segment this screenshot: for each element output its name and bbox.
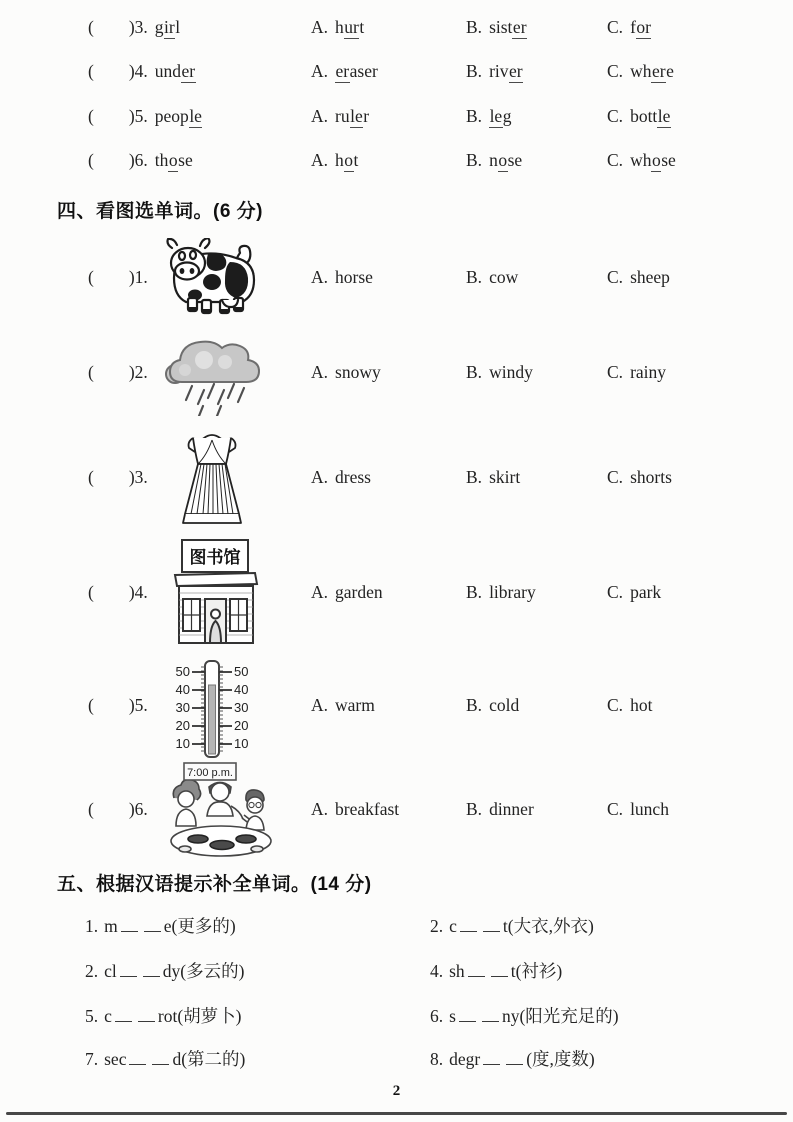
option-b: B. windy: [466, 362, 533, 382]
option-word: bottle: [630, 106, 671, 126]
answer-blank: [138, 1008, 155, 1022]
chinese-hint: (多云的): [180, 961, 245, 981]
option-b: B. cow: [466, 267, 519, 287]
question-row: [0, 148, 793, 172]
question-word: people: [154, 106, 202, 126]
answer-blank: [483, 918, 500, 932]
option-a: A. garden: [311, 582, 383, 602]
answer-blank: [152, 1051, 169, 1065]
picture-question-row: [0, 767, 793, 821]
option-b: B. river: [466, 61, 523, 81]
fill-in-item: 7. sec d(第二的): [85, 1049, 246, 1069]
svg-text:50: 50: [234, 664, 249, 679]
question: [88, 15, 180, 39]
option-word: whose: [630, 150, 676, 170]
option-c: C. lunch: [607, 799, 669, 819]
answer-blank: [506, 1051, 523, 1065]
rainy-weather-image: [158, 332, 276, 422]
option-a: A. breakfast: [311, 799, 400, 819]
chinese-hint: (度,度数): [526, 1049, 595, 1069]
svg-text:7:00 p.m.: 7:00 p.m.: [187, 767, 233, 779]
chinese-hint: (更多的): [171, 916, 236, 936]
question: [88, 797, 148, 821]
option-b: B. leg: [466, 106, 512, 126]
answer-blank: [482, 1008, 499, 1022]
section5-title: 五、根据汉语提示补全单词。(14 分): [57, 874, 372, 895]
question-number: )4.: [128, 61, 148, 81]
option-word: eraser: [335, 61, 378, 81]
chinese-hint: (第二的): [181, 1049, 246, 1069]
library-image: [167, 537, 262, 653]
answer-bracket-open: (: [88, 150, 94, 170]
option-word: hurt: [335, 17, 365, 37]
fill-in-item: 6. s ny(阳光充足的): [430, 1006, 619, 1026]
answer-bracket-open: (: [88, 61, 94, 81]
answer-blank: [115, 1008, 132, 1022]
question-number: )3.: [128, 17, 148, 37]
svg-text:40: 40: [175, 682, 190, 697]
option-word: leg: [489, 106, 512, 126]
question-word: under: [154, 61, 196, 81]
answer-blank: [459, 1008, 476, 1022]
chinese-hint: (阳光充足的): [519, 1006, 619, 1026]
item-number: 7.: [85, 1049, 99, 1069]
option-c: C. rainy: [607, 362, 667, 382]
answer-bracket-open: (: [88, 799, 94, 819]
answer-bracket-open: (: [88, 106, 94, 126]
option-a: A. hot: [311, 150, 359, 170]
fill-in-item: 2. c t(大衣,外衣): [430, 916, 594, 936]
picture-question-row: [0, 548, 793, 604]
option-word: for: [630, 17, 651, 37]
thermometer-image: [162, 658, 262, 766]
svg-text:50: 50: [175, 664, 190, 679]
answer-blank: [460, 918, 477, 932]
option-a: A. hurt: [311, 17, 365, 37]
family-dinner-image: [158, 762, 288, 866]
picture-question-row: [0, 360, 793, 384]
question: [88, 580, 148, 604]
option-word: sister: [489, 17, 527, 37]
option-b: B. library: [466, 582, 536, 602]
svg-text:30: 30: [175, 700, 190, 715]
option-a: A. ruler: [311, 106, 370, 126]
svg-text:10: 10: [175, 736, 190, 751]
option-a: A. warm: [311, 695, 375, 715]
option-b: B. nose: [466, 150, 523, 170]
page-number: 2: [392, 1083, 401, 1099]
answer-blank: [120, 963, 137, 977]
question: [88, 360, 148, 384]
dress-image: [172, 428, 252, 534]
option-word: hot: [335, 150, 359, 170]
question-number: )1.: [128, 267, 148, 287]
option-c: C. park: [607, 582, 662, 602]
chinese-hint: (衬衫): [515, 961, 563, 981]
option-c: C. where: [607, 61, 674, 81]
option-word: ruler: [335, 106, 370, 126]
option-c: C. shorts: [607, 467, 672, 487]
item-number: 8.: [430, 1049, 444, 1069]
option-c: C. for: [607, 17, 651, 37]
item-number: 1.: [85, 916, 99, 936]
answer-blank: [121, 918, 138, 932]
question-number: )6.: [128, 799, 148, 819]
option-b: B. sister: [466, 17, 527, 37]
chinese-hint: (胡萝卜): [177, 1006, 242, 1026]
answer-bracket-open: (: [88, 17, 94, 37]
question-word: girl: [154, 17, 181, 37]
option-b: B. skirt: [466, 467, 521, 487]
question-row: [0, 15, 793, 39]
svg-text:20: 20: [175, 718, 190, 733]
answer-blank: [491, 963, 508, 977]
question-row: [0, 104, 793, 128]
question-number: )5.: [128, 695, 148, 715]
question-number: )5.: [128, 106, 148, 126]
option-word: nose: [489, 150, 523, 170]
option-b: B. dinner: [466, 799, 534, 819]
option-c: C. hot: [607, 695, 653, 715]
answer-blank: [143, 963, 160, 977]
answer-bracket-open: (: [88, 582, 94, 602]
option-a: A. dress: [311, 467, 371, 487]
fill-in-item: 5. c rot(胡萝卜): [85, 1006, 242, 1026]
option-c: C. whose: [607, 150, 676, 170]
question: [88, 148, 193, 172]
item-number: 6.: [430, 1006, 444, 1026]
svg-text:30: 30: [234, 700, 249, 715]
question: [88, 59, 196, 83]
item-number: 4.: [430, 961, 444, 981]
picture-question-row: [0, 465, 793, 489]
fill-in-item: 2. cl dy(多云的): [85, 961, 245, 981]
option-a: A. horse: [311, 267, 373, 287]
option-a: A. snowy: [311, 362, 381, 382]
item-number: 2.: [85, 961, 99, 981]
option-b: B. cold: [466, 695, 520, 715]
svg-text:40: 40: [234, 682, 249, 697]
answer-blank: [468, 963, 485, 977]
bottom-border: [6, 1112, 787, 1115]
answer-bracket-open: (: [88, 362, 94, 382]
section4-title: 四、看图选单词。(6 分): [57, 201, 264, 222]
option-word: river: [489, 61, 523, 81]
question-number: )3.: [128, 467, 148, 487]
svg-text:20: 20: [234, 718, 249, 733]
question-row: [0, 59, 793, 83]
question-number: )2.: [128, 362, 148, 382]
picture-question-row: [0, 664, 793, 751]
question-number: )4.: [128, 582, 148, 602]
item-number: 2.: [430, 916, 444, 936]
option-a: A. eraser: [311, 61, 378, 81]
fill-in-item: 1. m e(更多的): [85, 916, 236, 936]
cow-image: [162, 238, 260, 322]
svg-text:10: 10: [234, 736, 249, 751]
question: [88, 265, 148, 289]
fill-in-item: 8. degr (度,度数): [430, 1049, 595, 1069]
chinese-hint: (大衣,外衣): [507, 916, 594, 936]
answer-blank: [144, 918, 161, 932]
answer-blank: [129, 1051, 146, 1065]
question: [88, 465, 148, 489]
svg-text:图书馆: 图书馆: [189, 548, 241, 567]
option-c: C. bottle: [607, 106, 671, 126]
picture-question-row: [0, 265, 793, 289]
option-c: C. sheep: [607, 267, 670, 287]
option-word: where: [630, 61, 674, 81]
answer-bracket-open: (: [88, 467, 94, 487]
fill-in-item: 4. sh t(衬衫): [430, 961, 563, 981]
answer-bracket-open: (: [88, 267, 94, 287]
question: [88, 104, 202, 128]
question-number: )6.: [128, 150, 148, 170]
answer-blank: [483, 1051, 500, 1065]
answer-bracket-open: (: [88, 695, 94, 715]
question: [88, 693, 148, 717]
item-number: 5.: [85, 1006, 99, 1026]
question-word: those: [154, 150, 193, 170]
